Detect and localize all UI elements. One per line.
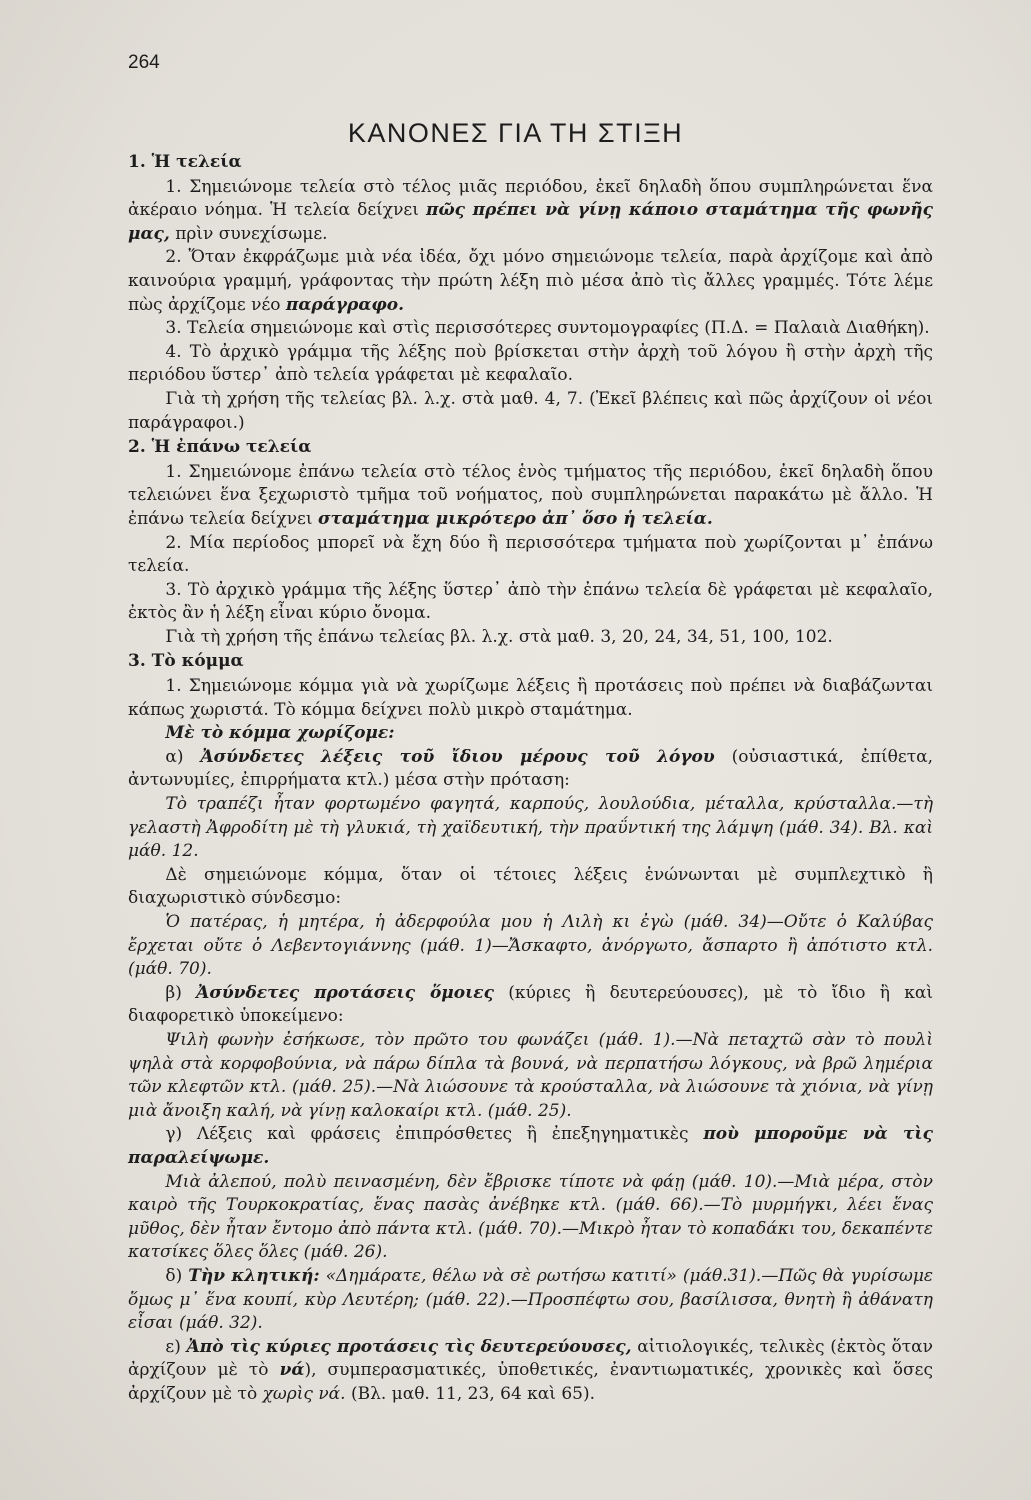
text-run: πρὶν συνεχίσωμε. [169,223,328,244]
text-run: ε) [165,1336,187,1357]
body-text [128,150,933,1406]
paragraph: 4. Τὸ ἀρχικὸ γράμμα τῆς λέξης ποὺ βρίσκεται στὴν ἀρχὴ τοῦ λόγου ἢ στὴν ἀρχὴ τῆς περιόδου ὕστερ᾿ ἀπὸ τελεία γράφεται μὲ κεφαλαῖο. [128,341,933,386]
text-run: 2. Ὅταν ἐκφράζωμε μιὰ νέα ἰδέα, ὄχι μόνο σημειώνομε τελεία, παρὰ ἀρχίζομε καὶ ἀπὸ καινούρια γραμμή, γράφοντας τὴν πρώτη λέξη πιὸ μέσα ἀπὸ τὶς ἄλλες γραμμές. Τότε λέμε πὼς ἀρχίζομε νέο [128,247,933,315]
paragraph: Γιὰ τὴ χρήση τῆς τελείας βλ. λ.χ. στὰ μαθ. 4, 7. (Ἐκεῖ βλέπεις καὶ πῶς ἀρχίζουν οἱ νέοι παράγραφοι.) [128,388,933,433]
emphasis-text: παράγραφο. [285,294,405,315]
paragraph [128,1265,933,1336]
paragraph: Γιὰ τὴ χρήση τῆς ἐπάνω τελείας βλ. λ.χ. στὰ μαθ. 3, 20, 24, 34, 51, 100, 102. [165,626,833,647]
paragraph: 1. Σημειώνομε κόμμα γιὰ νὰ χωρίζωμε λέξεις ἢ προτάσεις ποὺ πρέπει νὰ διαβάζωνται κάπως χωριστά. Τὸ κόμμα δείχνει πολὺ μικρὸ σταμάτημα. [128,676,933,720]
page-number: 264 [128,52,160,73]
paragraph [128,461,933,532]
text-run: γ) Λέξεις καὶ φράσεις ἐπιπρόσθετες ἢ ἐπεξηγηματικὲς [165,1124,704,1145]
text-run: 1. Σημειώνομε ἐπάνω τελεία στὸ τέλος ἑνὸς τμήματος τῆς περιόδου, ἐκεῖ δηλαδὴ ὅπου τελειώνει ἕνα ξεχωριστὸ τμῆμα τοῦ νοήματος, ποὺ συμπληρώνεται παρακάτω μὲ ἄλλο. Ἡ ἐπάνω τελεία δείχνει [128,461,933,529]
lead-in: Μὲ τὸ κόμμα χωρίζομε: [165,723,395,744]
paragraph: 2. Μία περίοδος μπορεῖ νὰ ἔχη δύο ἢ περισσότερα τμήματα ποὺ χωρίζονται μ᾿ ἐπάνω τελεία. [128,532,933,577]
text-run: α) [165,746,201,767]
text-run: β) [165,982,197,1003]
emphasis-text: ποὺ μποροῦμε νὰ τὶς παραλείψωμε. [128,1124,933,1168]
text-run: αἰτιολογικές, τελικὲς (ἐκτὸς ὅταν ἀρχίζουν μὲ τὸ [128,1336,933,1381]
section-heading-komma: 3. Τὸ κόμμα [128,651,244,672]
text-run: (κύριες ἢ δευτερεύουσες), μὲ τὸ ἴδιο ἢ καὶ διαφορετικὸ ὑποκείμενο: [128,982,933,1027]
example-text: «Δημάρατε, θέλω νὰ σὲ ρωτήσω κατιτί» (μάθ.31).—Πῶς θὰ γυρίσωμε ὅμως μ᾿ ἕνα κουπί, κὺρ Λευτέρη; (μάθ. 22).—Προσπέφτω σου, βασίλισσα, θνητὴ ἢ ἀθάνατη εἶσαι (μάθ. 32). [128,1265,933,1334]
paragraph: 3. Τελεία σημειώνομε καὶ στὶς περισσότερες συντομογραφίες (Π.Δ. = Παλαιὰ Διαθήκη). [165,318,930,339]
section-heading-epano-teleia: 2. Ἡ ἐπάνω τελεία [128,437,312,458]
emphasis-text: Ἀπὸ τὶς κύριες προτάσεις τὶς δευτερεύουσες, [186,1336,632,1357]
paragraph [128,746,933,793]
example: Ψιλὴ φωνὴν ἐσήκωσε, τὸν πρῶτο του φωνάζει (μάθ. 1).—Νὰ πεταχτῶ σὰν τὸ πουλὶ ψηλὰ στὰ κορφοβούνια, νὰ πάρω δίπλα τὰ βουνά, νὰ περπατήσω λόγκους, νὰ βρῶ λημέρια τῶν κλεφτῶν κτλ. (μάθ. 25).—Νὰ λιώσουνε τὰ κρούσταλλα, νὰ λιώσουνε τὰ χιόνια, νὰ γίνῃ μιὰ ἄνοιξη καλή, νὰ γίνῃ καλοκαίρι κτλ. (μάθ. 25). [128,1029,933,1121]
emphasis-text: σταμάτημα μικρότερο ἀπ᾿ ὅσο ἡ τελεία. [317,508,713,529]
paragraph [128,982,933,1029]
paragraph [128,1123,933,1170]
emphasis-text: πῶς πρέπει νὰ γίνῃ κάποιο σταμάτημα τῆς φωνῆς μας, [128,200,933,244]
text-run: 1. Σημειώνομε τελεία στὸ τέλος μιᾶς περιόδου, ἐκεῖ δηλαδὴ ὅπου συμπληρώνεται ἕνα ἀκέραιο νόημα. Ἡ τελεία δείχνει [128,176,933,221]
example: Ὁ πατέρας, ἡ μητέρα, ἡ ἀδερφούλα μου ἡ Λιλὴ κι ἐγὼ (μάθ. 34)—Οὔτε ὁ Καλύβας ἔρχεται οὔτε ὁ Λεβεντογιάννης (μάθ. 1)—Ἄσκαφτο, ἀνόργωτο, ἄσπαρτο ἢ ἀπότιστο κτλ. (μάθ. 70). [128,912,933,980]
paragraph [128,1336,933,1407]
emphasis-text: Τὴν κλητική: [188,1265,320,1286]
text-run: (Βλ. μαθ. 11, 23, 64 καὶ 65). [345,1383,596,1404]
paragraph: Δὲ σημειώνομε κόμμα, ὅταν οἱ τέτοιες λέξεις ἑνώνωνται μὲ συμπλεχτικὸ ἢ διαχωριστικὸ σύνδεσμο: [128,864,933,909]
paragraph [128,176,933,247]
example: Τὸ τραπέζι ἦταν φορτωμένο φαγητά, καρπούς, λουλούδια, μέταλλα, κρύσταλλα.—τὴ γελαστὴ Ἀφροδίτη μὲ τὴ γλυκιά, τὴ χαϊδευτική, τὴν πραΰντική της λάμψη (μάθ. 34). Βλ. καὶ μάθ. 12. [128,794,933,862]
chapter-title: ΚΑΝΟΝΕΣ ΓΙΑ ΤΗ ΣΤΙΞΗ [347,118,684,148]
text-run: (οὐσιαστικά, ἐπίθετα, ἀντωνυμίες, ἐπιρρήματα κτλ.) μέσα στὴν πρόταση: [128,746,933,791]
emphasis-text: νά [279,1360,305,1381]
section-heading-teleia: 1. Ἡ τελεία [128,152,242,172]
emphasis-text: χωρὶς νά. [262,1383,346,1404]
emphasis-text: Ἀσύνδετες προτάσεις ὅμοιες [196,982,494,1003]
text-run: ), συμπερασματικές, ὑποθετικές, ἐναντιωματικές, χρονικὲς καὶ ὅσες ἀρχίζουν μὲ τὸ [128,1360,933,1404]
emphasis-text: Ἀσύνδετες λέξεις τοῦ ἴδιου μέρους τοῦ λόγου [200,746,715,767]
text-run: δ) [165,1265,189,1286]
example: Μιὰ ἀλεπού, πολὺ πεινασμένη, δὲν ἔβρισκε τίποτε νὰ φάῃ (μάθ. 10).—Μιὰ μέρα, στὸν καιρὸ τῆς Τουρκοκρατίας, ἕνας πασὰς ἀνέβηκε κτλ. (μάθ. 66).—Τὸ μυρμήγκι, λέει ἕνας μῦθος, δὲν ἦταν ἔντομο ἀπὸ πάντα κτλ. (μάθ. 70).—Μικρὸ ἦταν τὸ κοπαδάκι του, δεκαπέντε κατσίκες ὅλες ὅλες (μάθ. 26). [128,1171,933,1263]
paragraph: 3. Τὸ ἀρχικὸ γράμμα τῆς λέξης ὕστερ᾿ ἀπὸ τὴν ἐπάνω τελεία δὲ γράφεται μὲ κεφαλαῖο, ἐκτὸς ἂν ἡ λέξη εἶναι κύριο ὄνομα. [128,579,933,624]
paragraph [128,246,933,317]
